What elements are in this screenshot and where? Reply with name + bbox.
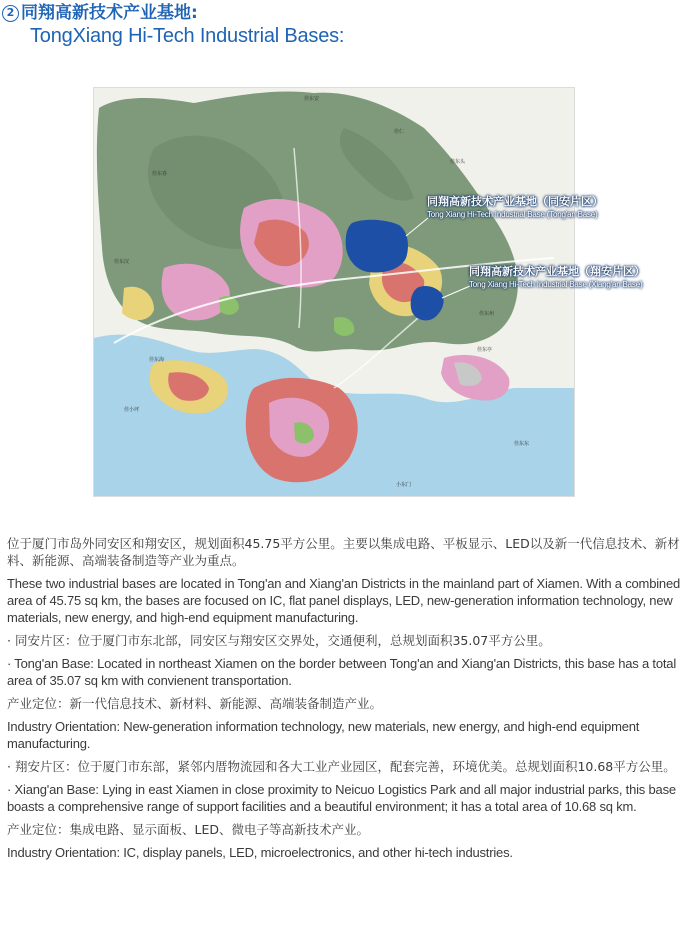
paragraph-en-tongan: · Tong'an Base: Located in northeast Xiamen on the border between Tong'an and Xiang'an Districts, this base has a total area of 35.07 sq km with convienent transportation. bbox=[7, 656, 677, 688]
paragraph-en-tongan-orientation: Industry Orientation: New-generation information technology, new materials, new energy, and high-end equipment manufacturing. bbox=[7, 719, 640, 751]
callout-xiangan-cn: 同翔高新技术产业基地（翔安片区） bbox=[469, 265, 645, 278]
heading-cn bbox=[2, 2, 692, 24]
callout-tongan-base bbox=[427, 194, 603, 220]
place-label: 佳东头 bbox=[450, 159, 466, 165]
description-body bbox=[7, 535, 697, 867]
paragraph-en-xiangan-orientation: Industry Orientation: IC, display panels, LED, microelectronics, and other hi-tech industries. bbox=[7, 845, 513, 860]
heading-title-cn: 同翔高新技术产业基地: bbox=[21, 3, 198, 23]
place-label: 佳东州 bbox=[479, 311, 495, 317]
callout-tongan-cn: 同翔高新技术产业基地（同安片区） bbox=[427, 195, 603, 208]
place-label: 佳东春 bbox=[152, 171, 168, 177]
place-label: 佳东亭 bbox=[477, 347, 493, 353]
paragraph-cn-tongan-orientation: 产业定位：新一代信息技术、新材料、新能源、高端装备制造产业。 bbox=[7, 696, 383, 711]
callout-xiangan-en: Tong Xiang Hi-Tech Industrial Base (Xiang'an Base) bbox=[469, 280, 643, 289]
paragraph-en-xiangan: · Xiang'an Base: Lying in east Xiamen in close proximity to Neicuo Logistics Park and all major industrial parks, this base boasts a comprehensive range of support facilities and a beautiful environment; it has a total area of 10.68 sq km. bbox=[7, 782, 676, 814]
tongan-base-highlight bbox=[346, 220, 408, 273]
place-label: 佳东安 bbox=[304, 96, 320, 102]
paragraph-cn-xiangan: · 翔安片区：位于厦门市东部，紧邻内厝物流园和各大工业产业园区，配套完善，环境优美。总规划面积10.68平方公里。 bbox=[7, 759, 676, 774]
paragraph-en-intro: These two industrial bases are located in Tong'an and Xiang'an Districts in the mainland part of Xiamen. With a combined area of 45.75 sq km, the bases are focused on IC, flat panel displays, LED, new-generation information technology, new materials, new energy, and high-end equipment manufacturing. bbox=[7, 576, 680, 625]
callout-xiangan-base bbox=[469, 264, 645, 290]
place-label: 小东门 bbox=[396, 482, 412, 488]
section-heading bbox=[2, 2, 692, 48]
heading-title-en: TongXiang Hi-Tech Industrial Bases: bbox=[30, 25, 345, 47]
paragraph-cn-intro: 位于厦门市岛外同安区和翔安区，规划面积45.75平方公里。主要以集成电路、平板显示、LED以及新一代信息技术、新材料、新能源、高端装备制造等产业为重点。 bbox=[7, 536, 680, 568]
callout-tongan-en: Tong Xiang Hi-Tech Industrial Base (Tong'an Base) bbox=[427, 210, 598, 219]
place-label: 佳东汉 bbox=[114, 259, 130, 265]
circled-number: 2 bbox=[2, 5, 19, 22]
planning-map bbox=[93, 87, 575, 497]
paragraph-cn-xiangan-orientation: 产业定位：集成电路、显示面板、LED、微电子等高新技术产业。 bbox=[7, 822, 369, 837]
paragraph-cn-tongan: · 同安片区：位于厦门市东北部，同安区与翔安区交界处，交通便利，总规划面积35.07平方公里。 bbox=[7, 633, 551, 648]
place-label: 佳东海 bbox=[149, 357, 165, 363]
place-label: 佳小坪 bbox=[124, 407, 140, 413]
place-label: 佳东东 bbox=[514, 441, 530, 447]
map-illustration bbox=[94, 88, 575, 497]
place-label: 佳仁 bbox=[394, 129, 405, 135]
